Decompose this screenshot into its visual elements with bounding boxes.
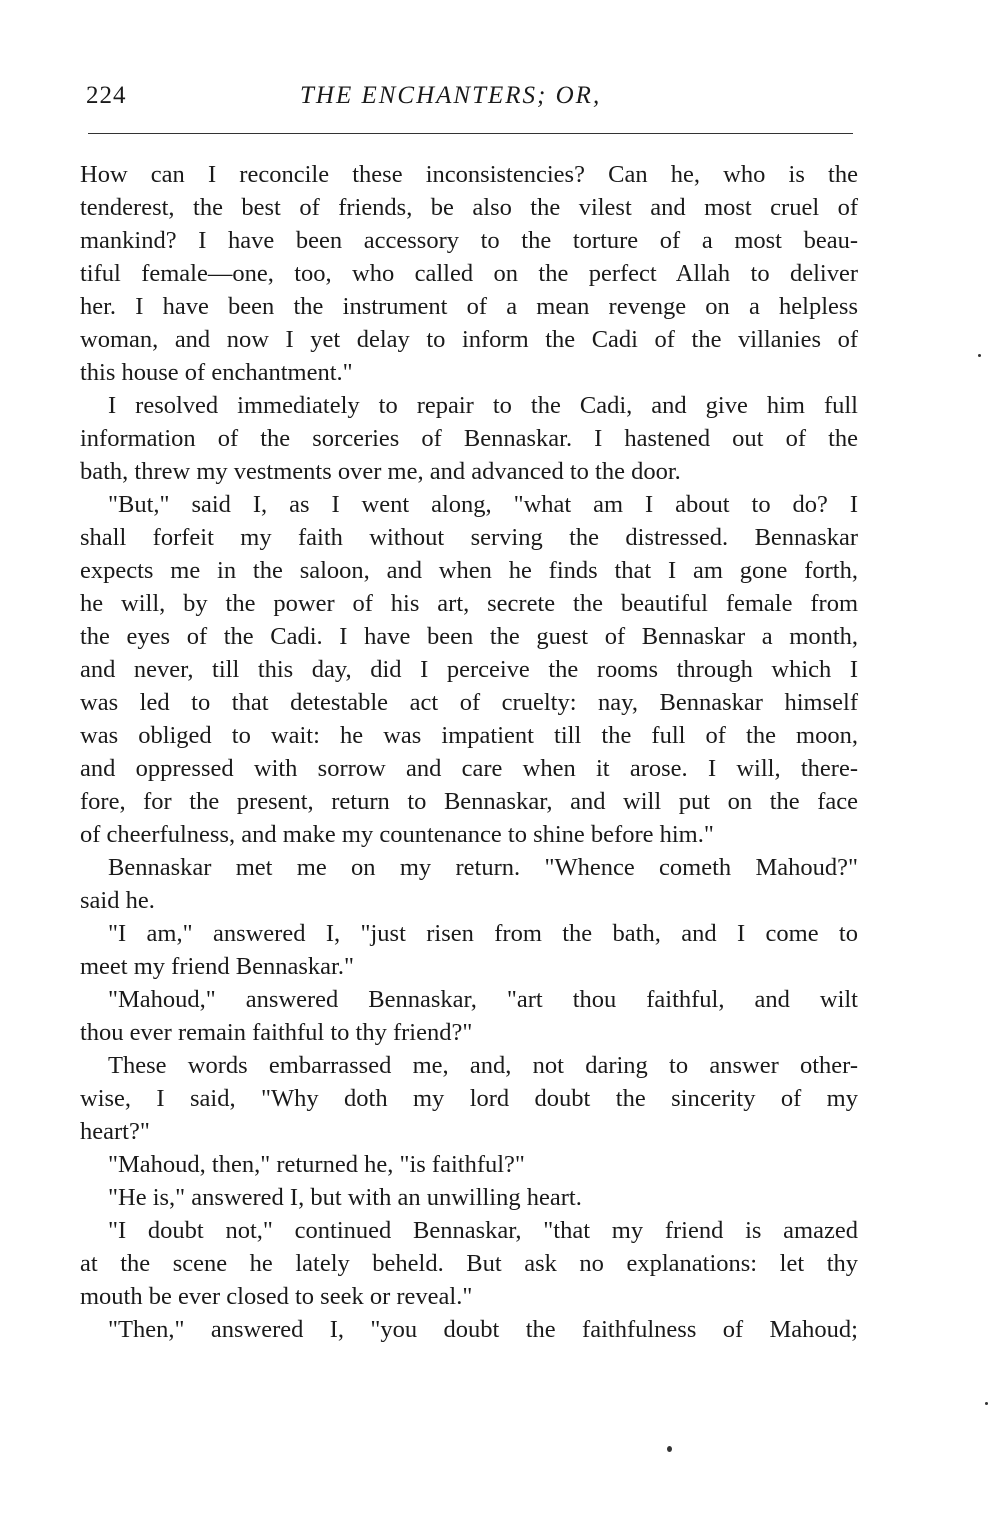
text-line: "He is," answered I, but with an unwilling heart.: [108, 1184, 582, 1211]
text-line: information of the sorceries of Bennaskar. I hastened out of the: [80, 425, 858, 452]
text-line: "I am," answered I, "just risen from the bath, and I come to: [108, 920, 858, 947]
running-head: THE ENCHANTERS; OR,: [300, 82, 602, 109]
text-line: said he.: [80, 887, 155, 914]
text-line: expects me in the saloon, and when he finds that I am gone forth,: [80, 557, 858, 584]
text-line: "I doubt not," continued Bennaskar, "that my friend is amazed: [108, 1217, 858, 1244]
text-line: and never, till this day, did I perceive the rooms through which I: [80, 656, 858, 683]
text-line: "But," said I, as I went along, "what am I about to do? I: [108, 491, 858, 518]
text-line: this house of enchantment.": [80, 359, 353, 386]
text-line: bath, threw my vestments over me, and advanced to the door.: [80, 458, 681, 485]
header-rule: [88, 133, 853, 134]
text-line: her. I have been the instrument of a mean revenge on a helpless: [80, 293, 858, 320]
text-line: mankind? I have been accessory to the torture of a most beau-: [80, 227, 858, 254]
text-line: of cheerfulness, and make my countenance to shine before him.": [80, 821, 714, 848]
text-line: at the scene he lately beheld. But ask no explanations: let thy: [80, 1250, 858, 1277]
ink-speck: [978, 354, 981, 357]
text-line: thou ever remain faithful to thy friend?": [80, 1019, 473, 1046]
text-line: fore, for the present, return to Bennaskar, and will put on the face: [80, 788, 858, 815]
text-line: was led to that detestable act of cruelty: nay, Bennaskar himself: [80, 689, 858, 716]
text-line: These words embarrassed me, and, not daring to answer other-: [108, 1052, 858, 1079]
text-line: How can I reconcile these inconsistencies? Can he, who is the: [80, 161, 858, 188]
text-line: "Then," answered I, "you doubt the faithfulness of Mahoud;: [108, 1316, 858, 1343]
text-line: heart?": [80, 1118, 150, 1145]
text-line: he will, by the power of his art, secrete the beautiful female from: [80, 590, 858, 617]
text-line: mouth be ever closed to seek or reveal.": [80, 1283, 473, 1310]
ink-speck: [985, 1402, 988, 1405]
body-text: [80, 158, 858, 1346]
text-line: I resolved immediately to repair to the Cadi, and give him full: [108, 392, 858, 419]
text-line: tiful female—one, too, who called on the perfect Allah to deliver: [80, 260, 858, 287]
text-line: tenderest, the best of friends, be also the vilest and most cruel of: [80, 194, 858, 221]
text-line: shall forfeit my faith without serving the distressed. Bennaskar: [80, 524, 858, 551]
text-line: the eyes of the Cadi. I have been the guest of Bennaskar a month,: [80, 623, 858, 650]
text-line: wise, I said, "Why doth my lord doubt the sincerity of my: [80, 1085, 858, 1112]
page-header: [86, 82, 856, 118]
page-number: 224: [86, 82, 127, 109]
text-line: "Mahoud, then," returned he, "is faithful?": [108, 1151, 525, 1178]
text-line: and oppressed with sorrow and care when it arose. I will, there-: [80, 755, 858, 782]
text-line: Bennaskar met me on my return. "Whence cometh Mahoud?": [108, 854, 858, 881]
ink-speck: [667, 1446, 672, 1452]
text-line: "Mahoud," answered Bennaskar, "art thou faithful, and wilt: [108, 986, 858, 1013]
text-line: meet my friend Bennaskar.": [80, 953, 354, 980]
text-line: woman, and now I yet delay to inform the Cadi of the villanies of: [80, 326, 858, 353]
text-line: was obliged to wait: he was impatient till the full of the moon,: [80, 722, 858, 749]
